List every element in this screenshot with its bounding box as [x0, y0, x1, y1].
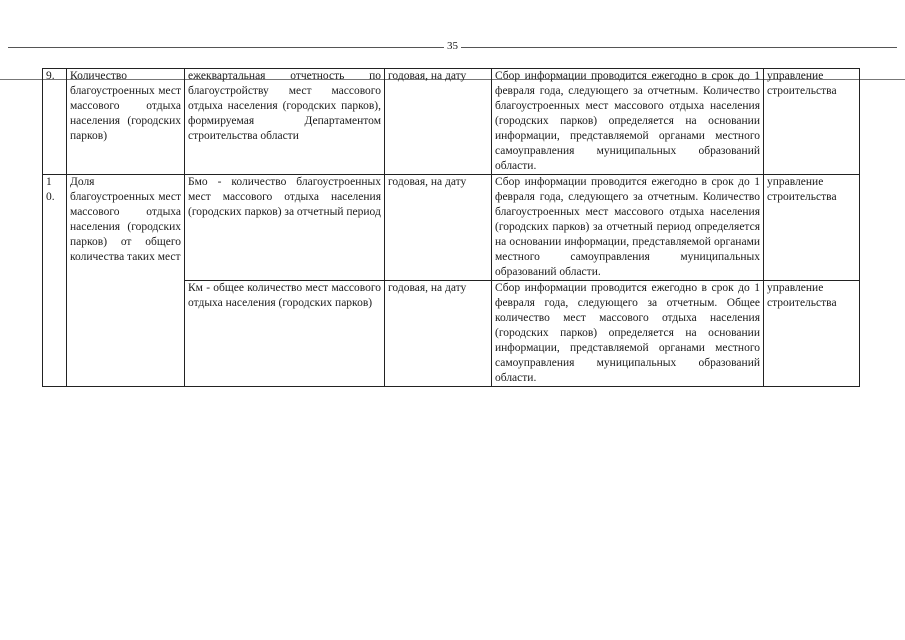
responsible-unit: управление строительства: [764, 175, 860, 281]
collection-method: Сбор информации проводится ежегодно в срок до 1 февраля года, следующего за отчетным. Количество благоустроенных мест массового отдыха населения (городских парков) определяется на основании информации, представляемой органами местного самоуправления муниципальных образований области.: [492, 69, 764, 175]
reporting-period: годовая, на дату: [385, 175, 492, 281]
row-number: 9.: [43, 69, 67, 175]
responsible-unit: управление строительства: [764, 69, 860, 175]
indicator-definition: Км - общее количество мест массового отдыха населения (городских парков): [185, 281, 385, 387]
responsible-unit: управление строительства: [764, 281, 860, 387]
indicators-table: [42, 68, 860, 387]
reporting-period: годовая, на дату: [385, 69, 492, 175]
table-row: [43, 69, 860, 175]
collection-method: Сбор информации проводится ежегодно в срок до 1 февраля года, следующего за отчетным. Количество благоустроенных мест массового отдыха населения (городских парков) за отчетный период определяется на основании информации, представляемой органами местного самоуправления муниципальных образований области.: [492, 175, 764, 281]
indicator-name: Количество благоустроенных мест массового отдыха населения (городских парков): [67, 69, 185, 175]
reporting-period: годовая, на дату: [385, 281, 492, 387]
indicator-name: Доля благоустроенных мест массового отдыха населения (городских парков) от общего количества таких мест: [67, 175, 185, 387]
indicator-definition: Бмо - количество благоустроенных мест массового отдыха населения (городских парков) за отчетный период: [185, 175, 385, 281]
collection-method: Сбор информации проводится ежегодно в срок до 1 февраля года, следующего за отчетным. Общее количество мест массового отдыха населения (городских парков) определяется на основании информации, представляемой органами местного самоуправления муниципальных образований области.: [492, 281, 764, 387]
table-row: [43, 175, 860, 281]
indicator-definition: ежеквартальная отчетность по благоустройству мест массового отдыха населения (городских парков), формируемая Департаментом строительства области: [185, 69, 385, 175]
page-number: 35: [0, 40, 905, 52]
row-number: 1 0.: [43, 175, 67, 387]
